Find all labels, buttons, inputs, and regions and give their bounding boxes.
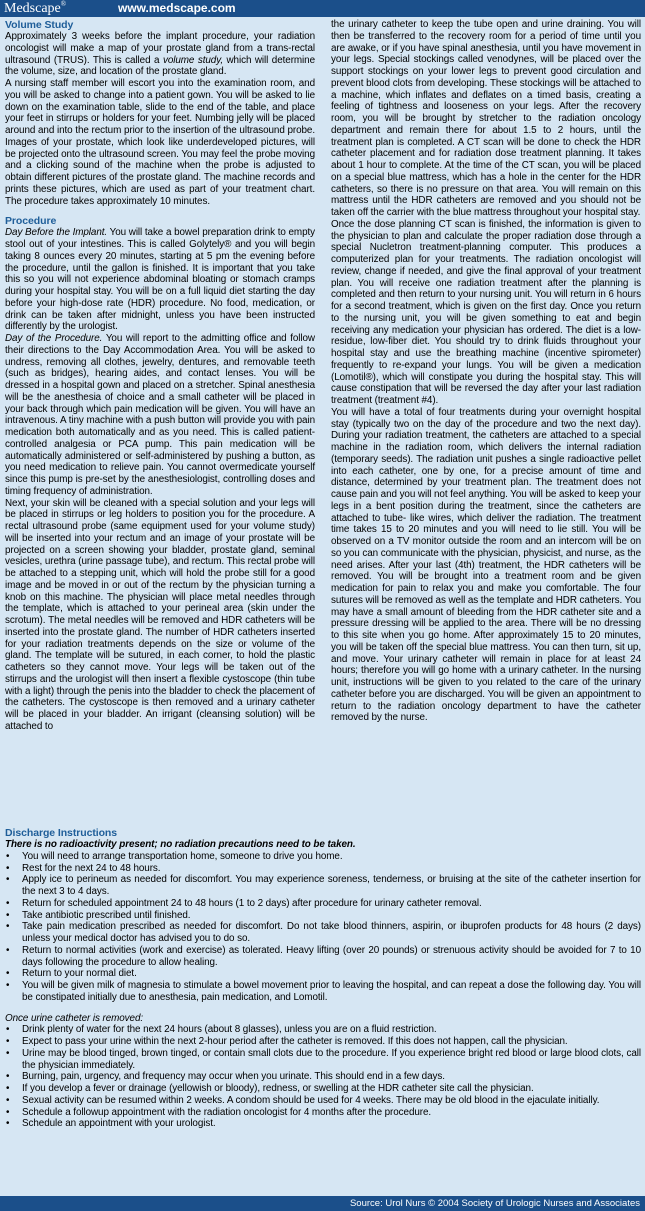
day-before-paragraph: Day Before the Implant. You will take a bowel preparation drink to empty stool out of your intestines. This is called Golytely® and you will begin taking 8 ounces every 20 minutes, starting at 5 pm the evening before the procedure, until the gallon is finished. It is important that you take this so you will not experience abdominal bloating or stomach cramps during your hospital stay. You will be on a full liquid diet starting the day before your high-dose rate (HDR) procedure. No food, medication, or drink can be taken after midnight, unless you have been instructed differently by the urologist. <box>5 227 315 333</box>
list-item: • Apply ice to perineum as needed for discomfort. You may experience soreness, tenderness, or bruising at the site of the catheter insertion for the next 3 to 4 days. <box>5 874 641 898</box>
logo-text: Medscape <box>4 1 61 16</box>
day-of-paragraph: Day of the Procedure. You will report to the admitting office and follow their directions to the Day Accommodation Area. You will be asked to undress, removing all clothes, jewelry, dentures, and removable teeth (such as bridges), hearing aides, and contact lenses. You will be dressed in a hospital gown and placed on a stretcher. Spinal anesthesia will be the anesthesia of choice and a small catheter will be placed in your back through which pain medication will be given. You will have an intravenous. A tiny machine with a push button will provide you with pain medication both automatically and as you need. This is called patient- controlled analgesia or PCA pump. This pain medication will be automatically administered or self-administered by pushing a button, as you need medication to relieve pain. You cannot overmedicate yourself since this pump is pre-set by the anesthesiologist, controlling doses and timing frequency of administration. <box>5 333 315 497</box>
volume-study-paragraph-1: Approximately 3 weeks before the implant procedure, your radiation oncologist will make a map of your prostate gland from a trans-rectal ultrasound (TRUS). This is called a volume study, which will determine the volume, size, and location of the prostate gland. <box>5 31 315 78</box>
article-content <box>5 19 641 1192</box>
left-column <box>5 19 315 827</box>
radioactivity-note: There is no radioactivity present; no radiation precautions need to be taken. <box>5 839 356 850</box>
procedure-heading: Procedure <box>5 215 57 228</box>
treatment-paragraph: You will have a total of four treatments during your overnight hospital stay (typically two on the day of the procedure and two the next day). During your radiation treatment, the catheters are attached to a special machine in the radiation room, which delivers the internal radiation (temporary seeds). The radiation unit pushes a single radioactive pellet into each catheter, one by one, for a precise amount of time and distance, determined by your treatment plan. The treatment does not cause pain and you will not feel anything. You will be asked to keep your legs in a bent position during the treatment, since the catheters are attached to tube- like wires, which deliver the radiation. The treatment time takes 15 to 20 minutes and you will need to lie still. You will be observed on a TV monitor outside the room and an intercom will be on so you can communicate with the physician, physicist, and nurse, as the need arises. After your last (4th) treatment, the HDR catheters will be removed. You will be brought into a treatment room and be given medication for pain to relax you and make you comfortable. The four sutures will be removed as well as the template and HDR catheters. You may have a small amount of bleeding from the HDR catheter site and a pressure dressing will be applied to the area. There will be no dressing to this site when you go home. After approximately 15 to 20 minutes, you will be taken off the special blue mattress. You can then turn, sit up, and move. Your urinary catheter will remain in place for at least 24 hours; therefore you will go home with a urinary catheter. In the nursing unit, instructions will be given to you related to the care of the urinary catheter before you are discharged. You will be given an appointment to return to the radiation oncology department to have the catheter removed by the nurse. <box>331 406 641 724</box>
footer-bar <box>0 1196 645 1211</box>
discharge-heading: Discharge Instructions <box>5 827 118 839</box>
list-item: • Schedule an appointment with your urologist. <box>5 1118 641 1130</box>
list-item: • Take pain medication prescribed as needed for discomfort. Do not take blood thinners, aspirin, or ibuprofen products for 48 hours (2 days) unless your medical doctor has advised you to do so. <box>5 921 641 945</box>
logo-registered-mark: ® <box>60 0 67 8</box>
list-item: • You will need to arrange transportation home, someone to drive you home. <box>5 851 641 863</box>
after-catheter-list <box>5 1024 641 1130</box>
volume-study-heading: Volume Study <box>5 19 74 31</box>
list-item: • Urine may be blood tinged, brown tinged, or contain small clots due to the procedure. If you experience bright red blood or large blood clots, call the physician immediately. <box>5 1048 641 1072</box>
list-item: • Schedule a followup appointment with the radiation oncologist for 4 months after the procedure. <box>5 1107 641 1119</box>
list-item: • Return to your normal diet. <box>5 968 641 980</box>
two-column-section <box>5 19 641 827</box>
list-item: • Take antibiotic prescribed until finished. <box>5 910 641 922</box>
right-column <box>331 19 641 827</box>
list-item: • You will be given milk of magnesia to stimulate a bowel movement prior to leaving the hospital, and can repeat a dose the following day. You will be constipated initially due to anesthesia, pain medication, and Lomotil. <box>5 980 641 1004</box>
planning-paragraph: Once the dose planning CT scan is finished, the information is given to the physician to plan and calculate the proper radiation dose through a special Nucletron treatment-planning computer. This produces a computerized plan for your treatments. The radiation oncologist will review, change if needed, and give the final approval of your treatment plan. You will receive one radiation treatment after the planning is completed and then return to your nursing unit. You will return in 6 hours for a second treatment, which is given on the first day. Once you return to the nursing unit, you will be given something to eat and begin receiving any medication your physician has ordered. The diet is a low-residue, low-fiber diet. You should try to drink fluids throughout your hospital stay and use the breathing machine (incentive spirometer) frequently to re-expand your lungs. You will be given a medication (Lomotil®), which will constipate you during the hospital stay. This will cause constipation that will be reversed the day after your last radiation treatment (treatment #4). <box>331 218 641 406</box>
medscape-logo[interactable] <box>4 0 66 17</box>
after-catheter-heading: Once urine catheter is removed: <box>5 1012 144 1024</box>
list-item: • Expect to pass your urine within the next 2-hour period after the catheter is removed. If this does not happen, call the physician. <box>5 1036 641 1048</box>
discharge-section <box>5 827 641 1130</box>
discharge-list <box>5 851 641 1004</box>
list-item: • Return to normal activities (work and exercise) as tolerated. Heavy lifting (over 20 pounds) or strenuous activity should be avoided for 7 to 10 days following the procedure to allow healing. <box>5 945 641 969</box>
source-credit: Source: Urol Nurs © 2004 Society of Urologic Nurses and Associates <box>349 1198 640 1209</box>
recovery-paragraph: the urinary catheter to keep the tube open and urine draining. You will then be transferred to the recovery room for a period of time until you are awake, or if you have spinal anesthesia, until you have movement in your legs. Special stockings called venodynes, will be placed over the support stockings on your lower legs to prevent good circulation and prevent blood clots from developing. These stockings will be attached to a machine, which inflates and deflates on a timed basis, creating a feeling of tightness and looseness on your legs. After the recovery room, you will be brought by stretcher to the radiation oncology department and remain there for about 1.5 to 2 hours, until the treatment plan is completed. A CT scan will be done to check the HDR catheter placement and for radiation dose treatment planning. It takes about 1 hour to complete. At the time of the CT scan, you will be placed on a special blue mattress, which has a hole in the center for the HDR catheters, so there is no pressure on that area. You will remain on this mattress until the HDR catheters are removed and you should not be taken off the carrier with the blue mattress throughout your hospital stay. <box>331 19 641 218</box>
site-url[interactable]: www.medscape.com <box>118 1 236 15</box>
list-item: • Burning, pain, urgency, and frequency may occur when you urinate. This should end in a few days. <box>5 1071 641 1083</box>
volume-study-paragraph-2: A nursing staff member will escort you into the examination room, and you will be asked to change into a patient gown. You will be asked to lie down on the examination table, slide to the end of the table, and place your feet in stirrups or holders for your feet. Numbing jelly will be placed around and into the rectum prior to the insertion of the ultrasound probe. Images of your prostate, which look like underdeveloped pictures, will be projected onto the ultrasound screen. You may feel the probe moving and a clicking sound of the machine when the probe is adjusted to obtain different pictures of the prostate gland. The machine records and prints these pictures, which are used as part of your treatment chart. The procedure takes approximately 10 minutes. <box>5 78 315 207</box>
next-paragraph: Next, your skin will be cleaned with a special solution and your legs will be placed in stirrups or leg holders to position you for the procedure. A rectal ultrasound probe (same equipment used for your volume study) will be inserted into your rectum and an image of your prostate will be projected on a screen showing your bladder, prostate gland, seminal vesicles, urethra (urine passage tube), and rectum. This rectal probe will be attached to a stepping unit, which will hold the probe still for a good image and be moved in or out of the rectum by the physician turning a knob on this machine. The physician will place metal needles through the template, which is attached to your perineal area (skin under the scrotum). The metal needles will be removed and HDR catheters will be inserted into the prostate gland. The number of HDR catheters inserted for your radiation treatments depends on the size or volume of the gland. The template will be sutured, in each corner, to hold the plastic catheters so they cannot move. Your legs will be taken out of the stirrups and the urologist will then insert a flexible cystoscope (thin tube with a light) through the penis into the bladder to check the placement of the catheters. The cystoscope is then removed and a urinary catheter will be placed in your bladder. An irrigant (cleansing solution) will be attached to <box>5 497 315 732</box>
list-item: • Drink plenty of water for the next 24 hours (about 8 glasses), unless you are on a fluid restriction. <box>5 1024 641 1036</box>
header-bar <box>0 0 645 17</box>
list-item: • Rest for the next 24 to 48 hours. <box>5 863 641 875</box>
list-item: • If you develop a fever or drainage (yellowish or bloody), redness, or swelling at the HDR catheter site call the physician. <box>5 1083 641 1095</box>
list-item: • Sexual activity can be resumed within 2 weeks. A condom should be used for 4 weeks. There may be old blood in the ejaculate initially. <box>5 1095 641 1107</box>
list-item: • Return for scheduled appointment 24 to 48 hours (1 to 2 days) after procedure for urinary catheter removal. <box>5 898 641 910</box>
